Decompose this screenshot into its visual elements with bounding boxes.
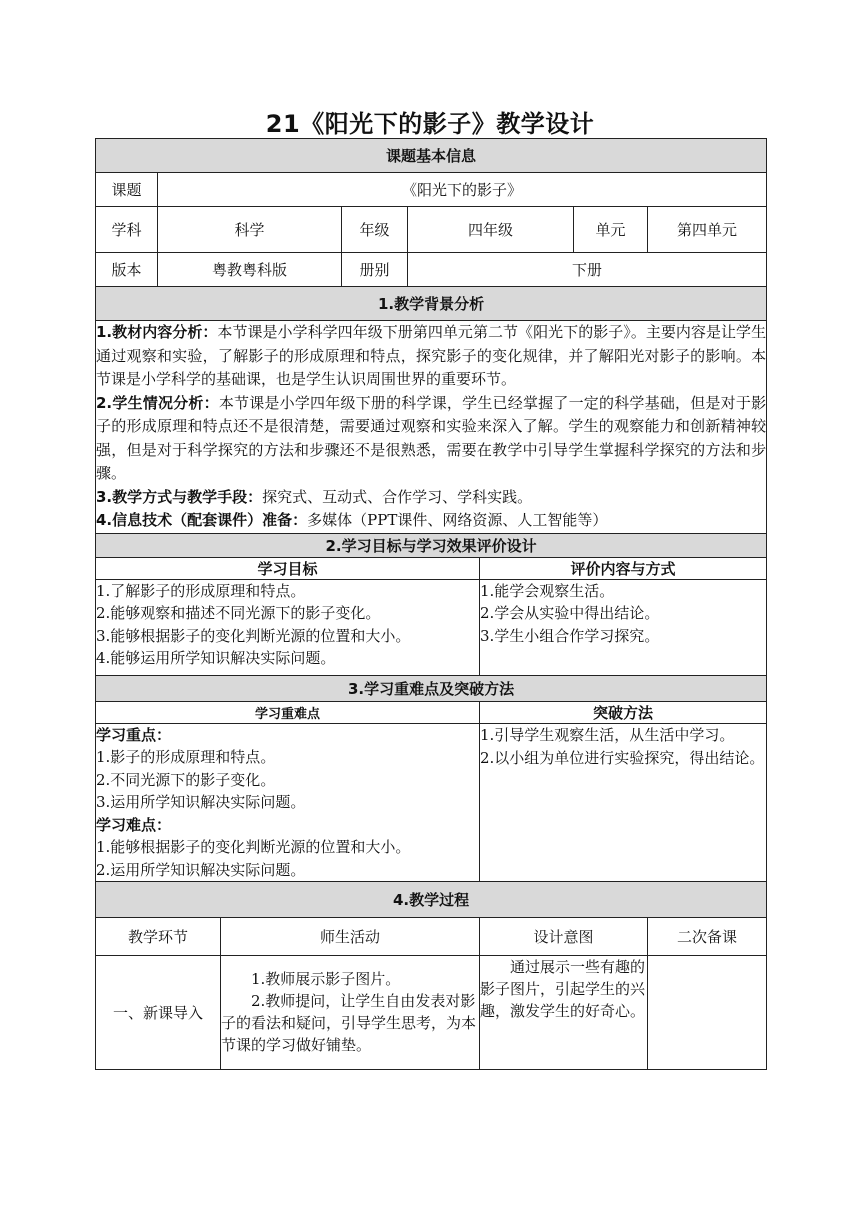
key-point-item: 3.运用所学知识解决实际问题。	[96, 793, 306, 811]
intent-column-header: 设计意图	[480, 918, 648, 956]
evaluation-item: 3.学生小组合作学习探究。	[480, 626, 660, 645]
difficult-points-label: 学习难点：	[96, 815, 172, 834]
goals-column-header: 学习目标	[96, 557, 480, 579]
document-title: 21《阳光下的影子》教学设计	[265, 110, 595, 138]
key-difficult-points	[96, 723, 480, 882]
subject-value: 科学	[158, 207, 342, 253]
process-stage: 一、新课导入	[96, 956, 221, 1070]
subject-label: 学科	[96, 207, 158, 253]
stage-column-header: 教学环节	[96, 918, 221, 956]
basic-info-header: 课题基本信息	[96, 139, 767, 173]
background-item	[96, 509, 766, 533]
key-points-column-header: 学习重难点	[96, 701, 480, 723]
unit-value: 第四单元	[648, 207, 767, 253]
topic-label: 课题	[96, 173, 158, 207]
key-point-item: 2.不同光源下的影子变化。	[96, 770, 276, 789]
goal-item: 4.能够运用所学知识解决实际问题。	[96, 649, 336, 667]
key-point-item: 1.影子的形成原理和特点。	[96, 748, 276, 766]
grade-label: 年级	[342, 207, 408, 253]
goal-item: 1.了解影子的形成原理和特点。	[96, 581, 306, 600]
edition-value: 粤教粤科版	[158, 253, 342, 287]
methods-column-header: 突破方法	[480, 701, 767, 723]
volume-label: 册别	[342, 253, 408, 287]
section1-header: 1.教学背景分析	[96, 287, 767, 321]
method-item: 1.引导学生观察生活，从生活中学习。	[480, 725, 735, 744]
prep-column-header: 二次备课	[648, 918, 767, 956]
evaluation-item: 2.学会从实验中得出结论。	[480, 604, 660, 622]
evaluation-item: 1.能学会观察生活。	[480, 581, 615, 600]
background-item-label: 4.信息技术（配套课件）准备：	[96, 511, 308, 529]
background-item	[96, 321, 766, 392]
difficult-point-item: 1.能够根据影子的变化判断光源的位置和大小。	[96, 838, 411, 856]
process-second-prep	[648, 956, 767, 1070]
key-points-label: 学习重点：	[96, 725, 172, 744]
grade-value: 四年级	[408, 207, 574, 253]
process-intent	[480, 956, 648, 1070]
background-item-text: 多媒体（PPT课件、网络资源、人工智能等）	[307, 511, 608, 529]
breakthrough-methods	[480, 723, 767, 882]
unit-label: 单元	[574, 207, 648, 253]
method-item: 2.以小组为单位进行实验探究，得出结论。	[480, 749, 765, 767]
evaluation-column-header: 评价内容与方式	[480, 557, 767, 579]
background-item-label: 2.学生情况分析：	[96, 393, 219, 412]
section3-header: 3.学习重难点及突破方法	[96, 675, 767, 701]
topic-value: 《阳光下的影子》	[158, 173, 767, 207]
intent-text: 通过展示一些有趣的影子图片，引起学生的兴趣，激发学生的好奇心。	[480, 958, 646, 1020]
section2-header: 2.学习目标与学习效果评价设计	[96, 533, 767, 557]
background-item-text: 本节课是小学科学四年级下册第四单元第二节《阳光下的影子》。主要内容是让学生通过观察和实验，了解影子的形成原理和特点，探究影子的变化规律，并了解阳光对影子的影响。本节课是小学科学的基础课，也是学生认识周围世界的重要环节。	[96, 323, 767, 388]
goal-item: 3.能够根据影子的变化判断光源的位置和大小。	[96, 626, 411, 645]
activity-item: 1.教师展示影子图片。	[251, 970, 401, 988]
section4-header: 4.教学过程	[96, 882, 767, 918]
background-item-label: 1.教材内容分析：	[96, 323, 218, 341]
edition-label: 版本	[96, 253, 158, 287]
evaluation-list	[480, 579, 767, 675]
process-activities	[221, 956, 480, 1070]
background-item	[96, 392, 766, 486]
background-item-label: 3.教学方式与教学手段：	[96, 487, 263, 506]
background-item	[96, 486, 766, 510]
learning-goals-list	[96, 579, 480, 675]
background-item-text: 本节课是小学四年级下册的科学课，学生已经掌握了一定的科学基础，但是对于影子的形成原理和特点还不是很清楚，需要通过观察和实验来深入了解。学生的观察能力和创新精神较强，但是对于科学探究的方法和步骤还不是很熟悉，需要在教学中引导学生掌握科学探究的方法和步骤。	[96, 393, 767, 482]
background-analysis	[96, 321, 767, 534]
difficult-point-item: 2.运用所学知识解决实际问题。	[96, 860, 306, 879]
background-item-text: 探究式、互动式、合作学习、学科实践。	[262, 487, 533, 506]
volume-value: 下册	[408, 253, 767, 287]
activity-column-header: 师生活动	[221, 918, 480, 956]
lesson-plan-table	[95, 138, 767, 1070]
goal-item: 2.能够观察和描述不同光源下的影子变化。	[96, 604, 381, 622]
activity-item: 2.教师提问，让学生自由发表对影子的看法和疑问，引导学生思考，为本节课的学习做好铺垫。	[221, 992, 477, 1054]
